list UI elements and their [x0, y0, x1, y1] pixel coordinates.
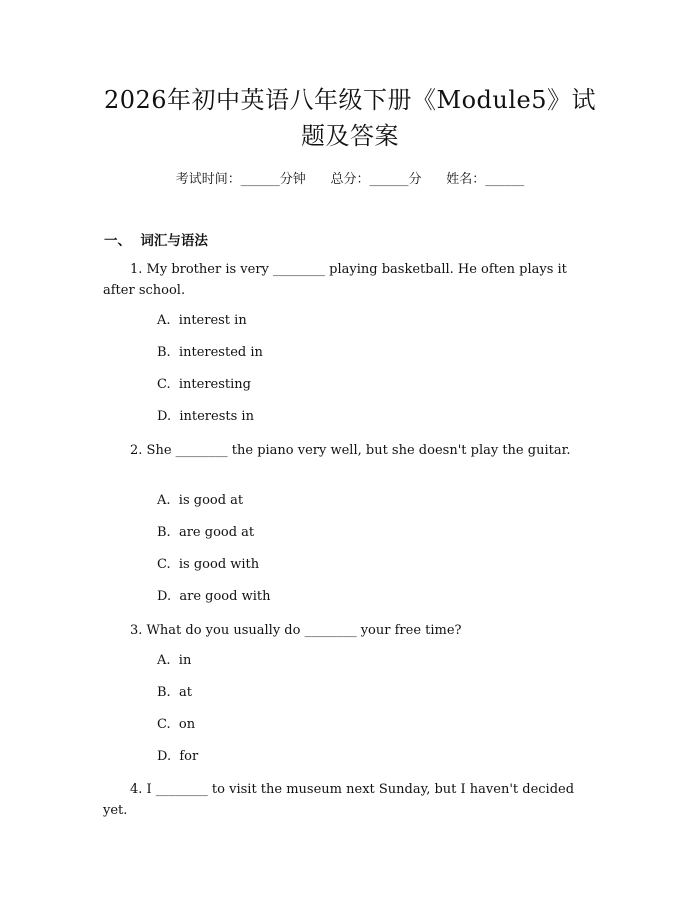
- question-3-option-a: A. in: [157, 653, 192, 668]
- question-2-option-b: B. are good at: [157, 525, 255, 540]
- question-1-option-b: B. interested in: [157, 345, 263, 360]
- question-1: 1. My brother is very ________ playing basketball. He often plays it after school.: [103, 262, 567, 298]
- question-2: 2. She ________ the piano very well, but she doesn't play the guitar.: [130, 443, 571, 458]
- question-1-option-c: C. interesting: [157, 377, 251, 392]
- question-1-option-a: A. interest in: [157, 313, 247, 328]
- exam-meta-line: 考试时间：______分钟 总分：______分 姓名：______: [175, 172, 525, 187]
- question-3-option-b: B. at: [157, 685, 192, 700]
- question-3-option-d: D. for: [157, 749, 199, 764]
- question-2-option-d: D. are good with: [157, 589, 271, 604]
- exam-title-line-1: 2026年初中英语八年级下册《Module5》试: [103, 86, 597, 114]
- question-4: 4. I ________ to visit the museum next Sunday, but I haven't decided yet.: [103, 782, 575, 818]
- question-2-option-c: C. is good with: [157, 557, 260, 572]
- question-2-option-a: A. is good at: [157, 493, 244, 508]
- exam-title-line-2: 题及答案: [301, 122, 399, 150]
- question-1-option-d: D. interests in: [157, 409, 254, 424]
- question-3: 3. What do you usually do ________ your free time?: [130, 623, 462, 638]
- question-3-option-c: C. on: [157, 717, 196, 732]
- exam-title: [0, 82, 700, 154]
- section-heading: 一、 词汇与语法: [104, 233, 208, 249]
